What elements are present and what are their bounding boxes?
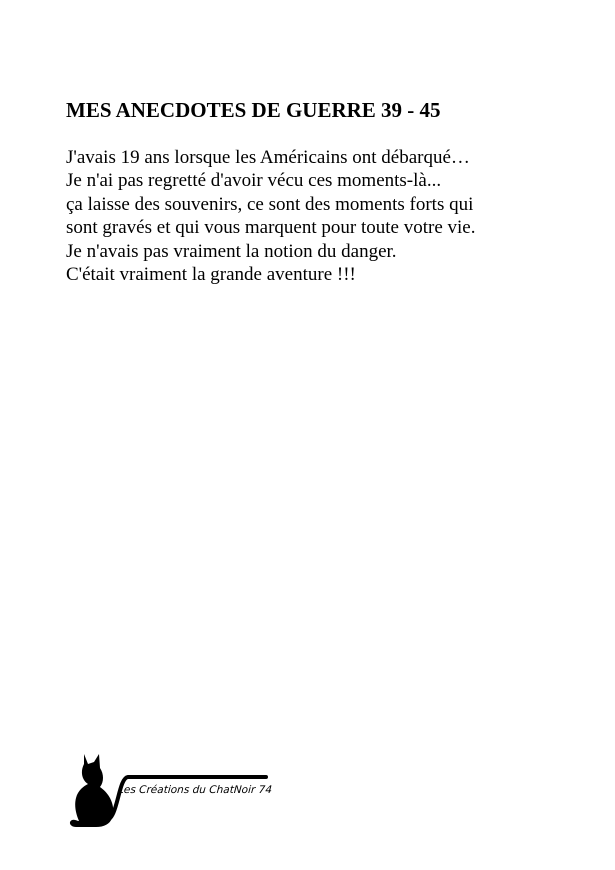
text-line-5: Je n'avais pas vraiment la notion du danger. xyxy=(66,240,397,262)
text-line-2: Je n'ai pas regretté d'avoir vécu ces moments-là... xyxy=(66,170,442,192)
text-line-4: sont gravés et qui vous marquent pour toute votre vie. xyxy=(66,217,476,239)
text-line-1: J'avais 19 ans lorsque les Américains ont débarqué… xyxy=(66,147,470,168)
page-title: MES ANECDOTES DE GUERRE 39 - 45 xyxy=(66,98,441,122)
chatnoir-logo xyxy=(66,750,276,830)
text-line-3: ça laisse des souvenirs, ce sont des moments forts qui xyxy=(66,193,474,215)
logo-text: Les Créations du ChatNoir 74 xyxy=(117,784,273,796)
text-line-6: C'était vraiment la grande aventure !!! xyxy=(66,264,356,286)
anecdote-paragraph xyxy=(66,146,536,286)
